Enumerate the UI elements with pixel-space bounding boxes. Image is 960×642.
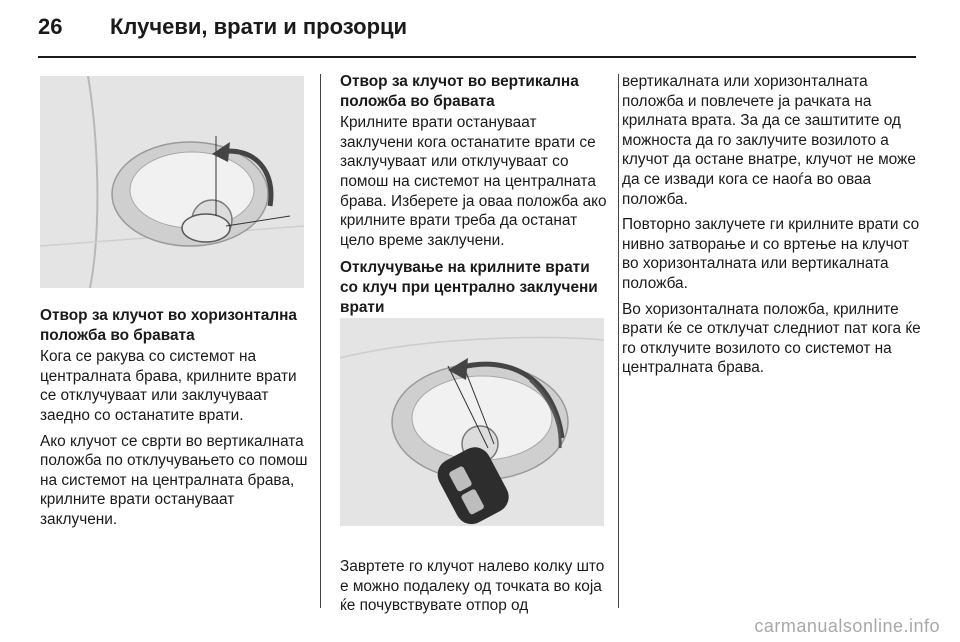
column-divider: [320, 74, 321, 608]
section-heading: Отвор за клучот во хоризонтална положба во бравата: [40, 307, 297, 344]
paragraph: Повторно заклучете ги крилните врати со нивно затворање и со вртење на клучот во хоризонталната или вертикалната положба.: [622, 216, 920, 292]
column-1: [40, 306, 310, 536]
door-handle-key-turn-illustration: [340, 318, 604, 526]
paragraph: Кога се ракува со системот на централната брава, крилните врати се отклучуваат или заклучуваат заедно со останатите врати.: [40, 348, 297, 424]
paragraph: вертикалната или хоризонталната положба и повлечете ја рачката на крилната врата. За да се заштитите од можноста да го заклучите возилото а клучот да остане внатре, клучот не може да се извади кога се наоѓа во оваа положба.: [622, 73, 916, 208]
column-3: [622, 72, 922, 384]
paragraph: Во хоризонталната положба, крилните врати ќе се отклучат следниот пат кога ќе го отклучите возилото со системот на централната брава.: [622, 300, 921, 377]
page-number: 26: [38, 14, 63, 39]
column-divider: [618, 74, 619, 608]
paragraph: Ако клучот се сврти во вертикалната положба по отклучувањето со помош на системот на централната брава, крилните врати остануваат заклучени.: [40, 432, 308, 528]
watermark: carmanualsonline.info: [754, 616, 940, 636]
page-title: Клучеви, врати и прозорци: [110, 14, 408, 39]
header-rule: [38, 56, 916, 58]
paragraph: Завртете го клучот налево колку што е можно подалеку од точката во која ќе почувствувате отпор од: [340, 558, 605, 615]
section-heading: Отвор за клучот во вертикална положба во бравата: [340, 73, 579, 110]
section-heading: Отклучување на крилните врати со клуч при централно заклучени врати: [340, 259, 598, 316]
paragraph: Крилните врати остануваат заклучени кога останатите врати се заклучуваат или отклучуваат со помош на системот на централната брава. Изберете ја оваа положба ако крилните врати треба да останат цело време заклучени.: [340, 114, 607, 249]
door-handle-horizontal-key-illustration: [40, 76, 304, 288]
